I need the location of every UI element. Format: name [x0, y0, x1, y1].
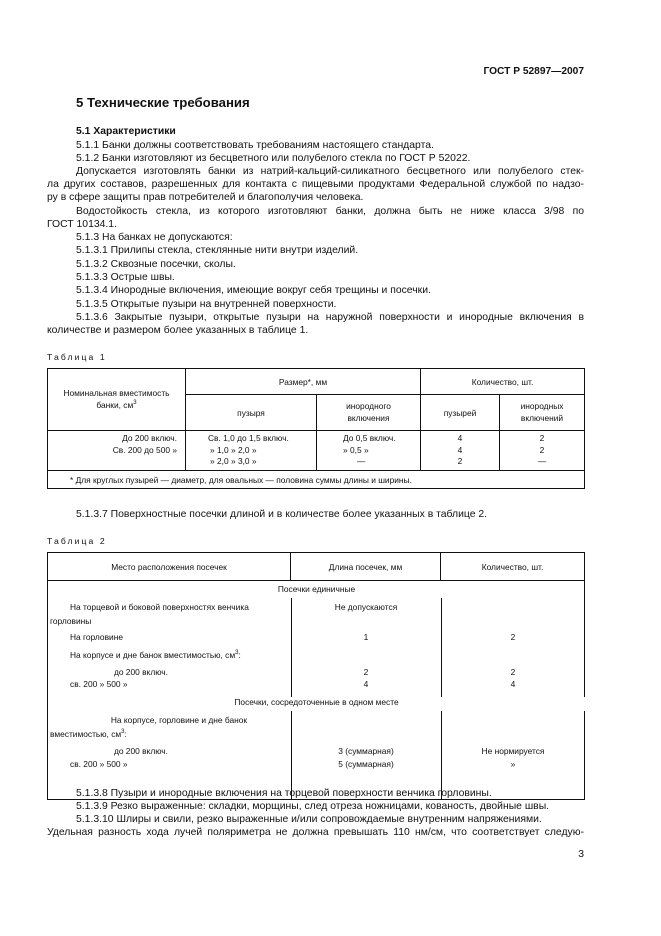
table2-neck-count: 2 [510, 632, 516, 642]
paragraph-5-1-3-7: 5.1.3.7 Поверхностные посечки длиной и в количестве более указанных в таблице 2. [76, 509, 488, 520]
paragraph-5-1-3-8: 5.1.3.8 Пузыри и инородные включения на торцевой поверхности венчика горловины. [76, 788, 492, 799]
paragraph-glass-l1: Допускается изготовлять банки из натрий-кальций-силикатного бесцветного или полубелого стек- [76, 166, 584, 177]
paragraph-water-l2: ГОСТ 10134.1. [47, 219, 117, 230]
section-title: 5 Технические требования [76, 95, 250, 110]
table1-sub-foreign-count: инородных включений [500, 395, 585, 431]
table2-upto200-count: 2 [510, 667, 516, 677]
paragraph-5-1-3-6-l1: 5.1.3.6 Закрытые пузыри, открытые пузыри на наружной поверхности и инородные включения в [76, 312, 584, 323]
table1-data-row [48, 431, 585, 471]
table2-row-rim-l1: На торцевой и боковой поверхностях венчика [70, 602, 249, 612]
table2-upto200-length: 2 [363, 667, 369, 677]
table1-sub-bubbles-count: пузырей [421, 395, 500, 431]
table2-head-length: Длина посечек, мм [291, 553, 441, 581]
table1-head-size: Размер*, мм [186, 369, 421, 395]
paragraph-5-1-3-10: 5.1.3.10 Шлиры и свили, резко выраженные и/или сопровождаемые внутренним напряжениями. [76, 814, 542, 825]
table1-caption: Таблица 1 [47, 352, 107, 362]
paragraph-5-1-2: 5.1.2 Банки изготовляют из бесцветного или полубелого стекла по ГОСТ Р 52022. [76, 153, 471, 164]
table2-head-count: Количество, шт. [441, 553, 585, 581]
table2-row-clustered-200-500: св. 200 » 500 » [70, 759, 128, 769]
table2-body [48, 581, 585, 800]
table2-clustered-200-500-count: » [510, 759, 516, 769]
table1-sub-bubbles: пузыря [186, 395, 317, 431]
table2-row-rim-l2: горловины [50, 616, 92, 626]
table2-200-500-count: 4 [510, 679, 516, 689]
table2-row-200-500: св. 200 » 500 » [70, 679, 128, 689]
paragraph-5-1-3-2: 5.1.3.2 Сквозные посечки, сколы. [76, 259, 236, 270]
table1-n-bubbles-cell: 4 4 2 [421, 431, 500, 471]
table1-capacity-cell: До 200 включ. Св. 200 до 500 » [48, 431, 186, 471]
table2-group-single: Посечки единичные [277, 584, 356, 594]
table2-200-500-length: 4 [363, 679, 369, 689]
table2-caption: Таблица 2 [47, 536, 107, 546]
page-number: 3 [578, 849, 584, 860]
paragraph-polarimeter: Удельная разность хода лучей поляриметра не должна превышать 110 нм/см, что соответствует следую- [47, 827, 584, 838]
table2-rim-length: Не допускаются [334, 602, 398, 612]
paragraph-water-l1: Водостойкость стекла, из которого изготовляют банки, должна быть не ниже класса 3/98 по [76, 206, 584, 217]
table2-neck-length: 1 [363, 632, 369, 642]
table1 [47, 368, 585, 489]
table1-footnote: * Для круглых пузырей — диаметр, для овальных — половина суммы длины и ширины. [48, 471, 585, 489]
table2-row-clustered-l2: вместимостью, $см^3$: [50, 729, 127, 739]
paragraph-5-1-3-9: 5.1.3.9 Резко выраженные: складки, морщины, след отреза ножницами, кованость, двойные швы. [76, 801, 550, 812]
paragraph-glass-l3: ру в сфере защиты прав потребителей и благополучия человека. [47, 192, 364, 203]
table2-clustered-upto200-length: 3 (суммарная) [338, 746, 394, 756]
table1-n-foreign-cell: 2 2 — [500, 431, 585, 471]
paragraph-5-1-3-6-l2: количестве и размером более указанных в таблице 1. [47, 325, 309, 336]
paragraph-5-1-1: 5.1.1 Банки должны соответствовать требованиям настоящего стандарта. [76, 140, 434, 151]
paragraph-5-1-3-4: 5.1.3.4 Инородные включения, имеющие вокруг себя трещины и посечки. [76, 285, 431, 296]
paragraph-5-1-3: 5.1.3 На банках не допускаются: [76, 232, 233, 243]
table1-sub-foreign: инородного включения [317, 395, 421, 431]
table2-head-place: Место расположения посечек [48, 553, 291, 581]
paragraph-glass-l2: ла других составов, разрешенных для контакта с пищевыми продуктами Федеральной службой по надзо- [47, 179, 584, 190]
table2-row-clustered-l1: На корпусе, горловине и дне банок [110, 715, 248, 725]
paragraph-5-1-3-1: 5.1.3.1 Прилипы стекла, стеклянные нити внутри изделий. [76, 245, 359, 256]
table1-head-count: Количество, шт. [421, 369, 585, 395]
table2 [47, 552, 585, 800]
table1-foreign-cell: До 0,5 включ. » 0,5 » — [317, 431, 421, 471]
table2-row-neck: На горловине [70, 632, 123, 642]
table2-row-clustered-upto200: до 200 включ. [113, 746, 168, 756]
table2-clustered-200-500-length: 5 (суммарная) [338, 759, 394, 769]
table2-group-clustered: Посечки, сосредоточенные в одном месте [48, 697, 585, 711]
subsection-title: 5.1 Характеристики [76, 126, 176, 137]
table1-head-nominal: Номинальная вместимость банки, $см^3$ [48, 369, 186, 431]
table2-row-upto200: до 200 включ. [113, 667, 168, 677]
standard-number: ГОСТ Р 52897—2007 [483, 66, 584, 77]
table2-row-body: На корпусе и дне банок вместимостью, $см^3$: [70, 650, 241, 660]
paragraph-5-1-3-5: 5.1.3.5 Открытые пузыри на внутренней поверхности. [76, 299, 337, 310]
table2-clustered-count: Не нормируется [481, 746, 545, 756]
table1-bubble-cell: Св. 1,0 до 1,5 включ. » 1,0 » 2,0 » » 2,0 » 3,0 » [186, 431, 317, 471]
paragraph-5-1-3-3: 5.1.3.3 Острые швы. [76, 272, 175, 283]
